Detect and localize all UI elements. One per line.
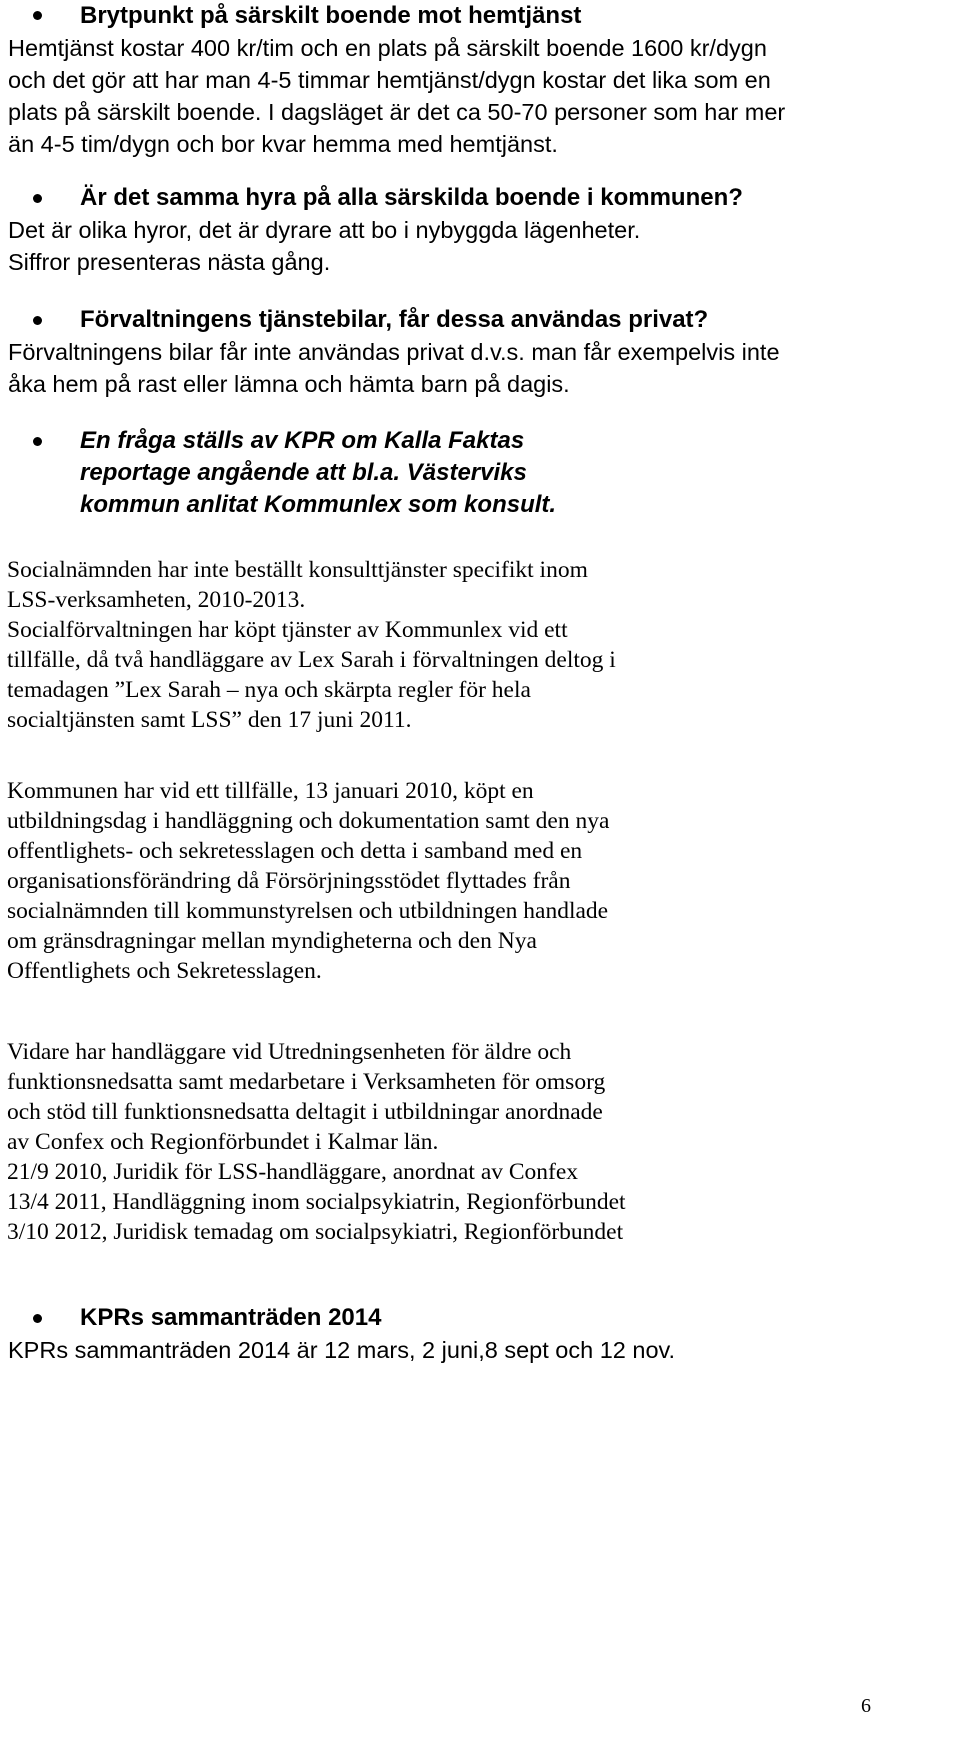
section-body: KPRs sammanträden 2014 är 12 mars, 2 juni,8 sept och 12 nov. bbox=[8, 1337, 676, 1363]
section-body: Hemtjänst kostar 400 kr/tim och en plats på särskilt boende 1600 kr/dygn och det gör att har man 4-5 timmar hemtjänst/dygn kostar det lika som en plats på särskilt boende. I dagsläget är det ca 50-70 personer som har mer än 4-5 tim/dygn och bor kvar hemma med hemtjänst. bbox=[8, 35, 786, 157]
section-body: Det är olika hyror, det är dyrare att bo i nybyggda lägenheter. Siffror presenteras nästa gång. bbox=[8, 217, 641, 275]
section-heading: KPRs sammanträden 2014 bbox=[80, 1304, 382, 1331]
bullet-icon bbox=[33, 194, 42, 203]
bullet-icon bbox=[33, 437, 42, 446]
page-number: 6 bbox=[861, 1695, 871, 1717]
bullet-icon bbox=[33, 1314, 42, 1323]
bullet-icon bbox=[33, 316, 42, 325]
section-paragraph: Socialnämnden har inte beställt konsulttjänster specifikt inom LSS-verksamheten, 2010-2013. Socialförvaltningen har köpt tjänster av Kommunlex vid ett tillfälle, då två handläggare av Lex Sarah i förvaltningen deltog i temadagen ”Lex Sarah – nya och skärpta regler för hela socialtjänsten samt LSS” den 17 juni 2011. bbox=[7, 557, 616, 733]
section-heading: Förvaltningens tjänstebilar, får dessa användas privat? bbox=[80, 306, 709, 333]
section-heading: Brytpunkt på särskilt boende mot hemtjänst bbox=[80, 2, 582, 29]
section-paragraph: Vidare har handläggare vid Utredningsenheten för äldre och funktionsnedsatta samt medarbetare i Verksamheten för omsorg och stöd till funktionsnedsatta deltagit i utbildningar anordnade av Confex och Regionförbundet i Kalmar län. 21/9 2010, Juridik för LSS-handläggare, anordnat av Confex 13/4 2011, Handläggning inom socialpsykiatrin, Regionförbundet 3/10 2012, Juridisk temadag om socialpsykiatri, Regionförbundet bbox=[7, 1039, 626, 1245]
bullet-icon bbox=[33, 11, 42, 20]
section-heading: En fråga ställs av KPR om Kalla Faktas reportage angående att bl.a. Västerviks kommun anlitat Kommunlex som konsult. bbox=[80, 427, 557, 518]
section-heading: Är det samma hyra på alla särskilda boende i kommunen? bbox=[80, 184, 743, 211]
section-paragraph: Kommunen har vid ett tillfälle, 13 januari 2010, köpt en utbildningsdag i handläggning och dokumentation samt den nya offentlighets- och sekretesslagen och detta i samband med en organisationsförändring då Försörjningsstödet flyttades från socialnämnden till kommunstyrelsen och utbildningen handlade om gränsdragningar mellan myndigheterna och den Nya Offentlighets och Sekretesslagen. bbox=[7, 778, 610, 984]
section-body: Förvaltningens bilar får inte användas privat d.v.s. man får exempelvis inte åka hem på rast eller lämna och hämta barn på dagis. bbox=[8, 339, 780, 397]
